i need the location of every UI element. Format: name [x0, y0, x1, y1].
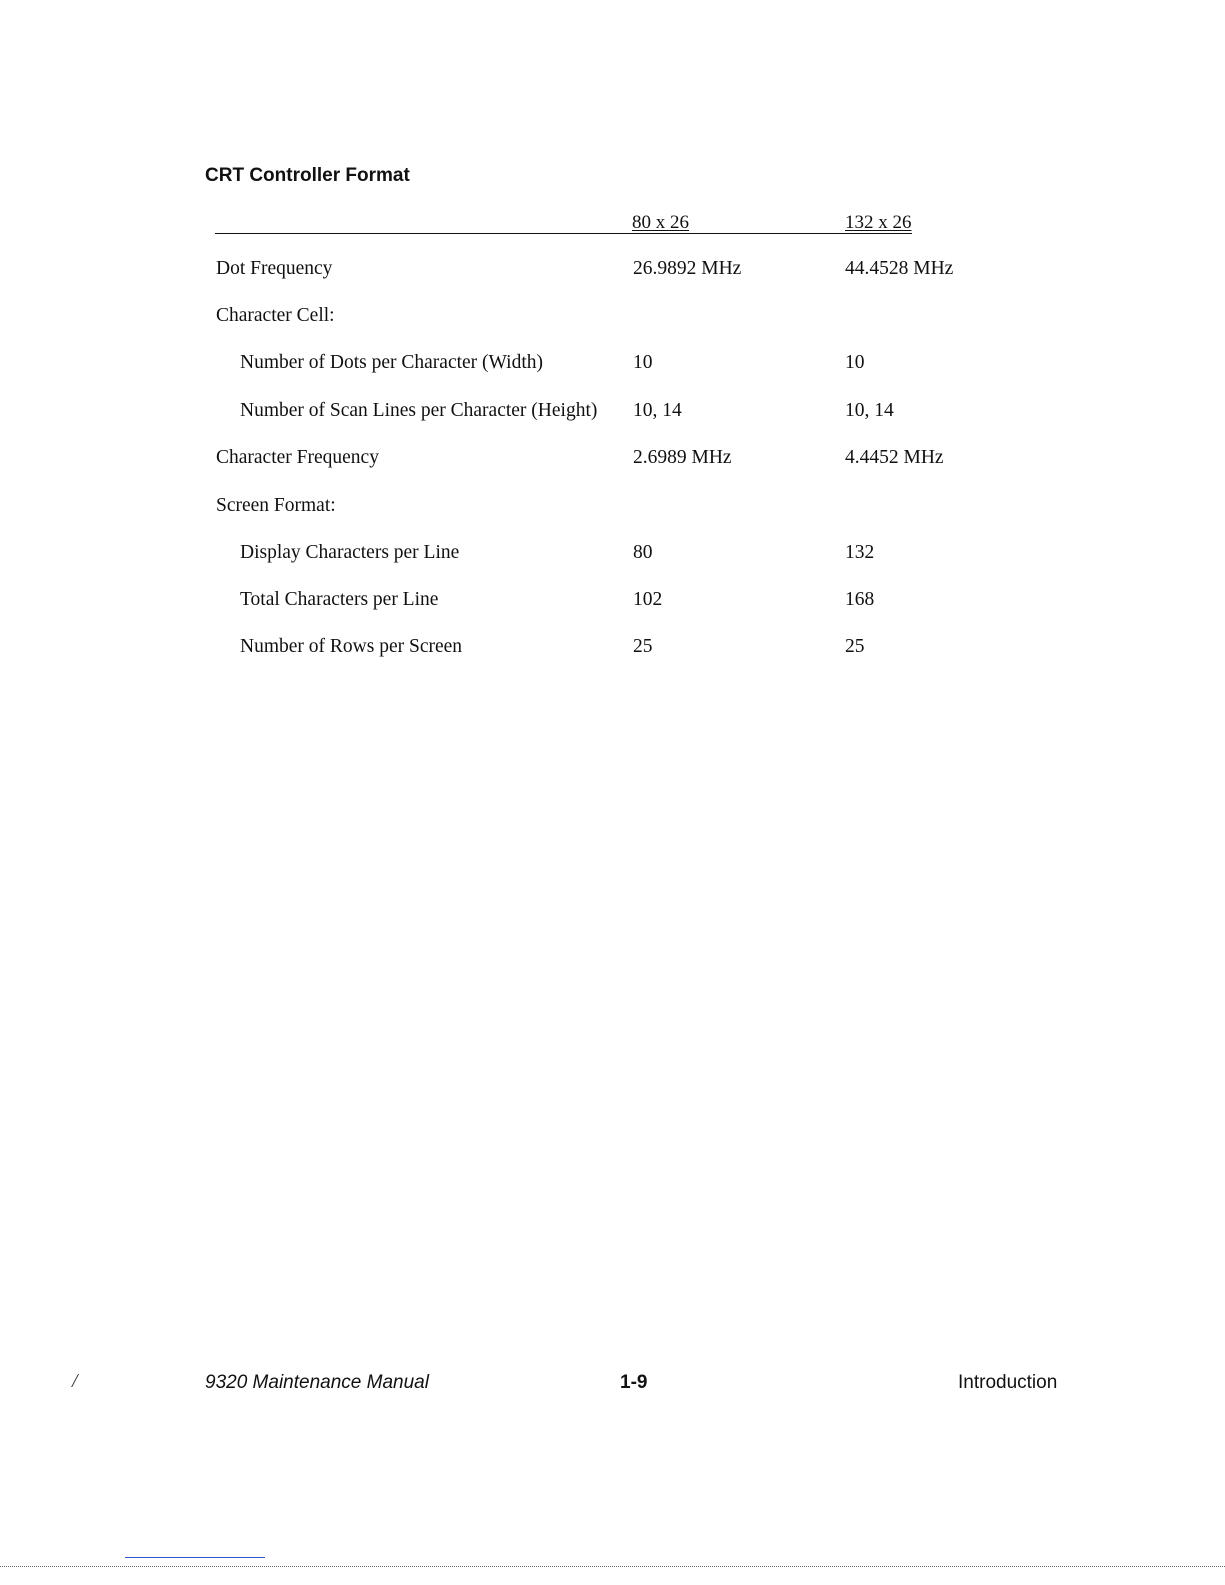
row-value-132x26: 44.4528 MHz	[845, 258, 954, 279]
table-row-screen-format	[0, 495, 1225, 525]
scan-edge-mark	[125, 1557, 265, 1558]
table-header-rule	[215, 233, 912, 234]
footer-manual-title: 9320 Maintenance Manual	[205, 1372, 429, 1393]
row-value-80x26: 10	[633, 352, 653, 373]
row-label: Dot Frequency	[216, 258, 333, 279]
row-value-132x26: 4.4452 MHz	[845, 447, 944, 468]
row-label: Number of Scan Lines per Character (Height)	[240, 400, 598, 421]
row-label: Number of Dots per Character (Width)	[240, 352, 543, 373]
row-label: Display Characters per Line	[240, 542, 460, 563]
column-header-132x26: 132 x 26	[845, 212, 912, 233]
row-value-80x26: 80	[633, 542, 653, 563]
row-value-80x26: 26.9892 MHz	[633, 258, 742, 279]
table-row-dots-per-character	[0, 352, 1225, 382]
table-row-scan-lines-per-character	[0, 400, 1225, 430]
margin-mark: /	[72, 1370, 78, 1392]
row-value-132x26: 25	[845, 636, 865, 657]
row-label: Number of Rows per Screen	[240, 636, 463, 657]
section-title: CRT Controller Format	[205, 165, 410, 186]
column-header-80x26: 80 x 26	[632, 212, 689, 233]
table-row-total-characters	[0, 589, 1225, 619]
row-value-132x26: 132	[845, 542, 875, 563]
row-label: Screen Format:	[216, 495, 336, 516]
row-label: Character Frequency	[216, 447, 379, 468]
row-value-80x26: 10, 14	[633, 400, 682, 421]
table-row-display-characters	[0, 542, 1225, 572]
row-value-80x26: 2.6989 MHz	[633, 447, 732, 468]
row-value-80x26: 25	[633, 636, 653, 657]
footer-page-number: 1-9	[620, 1372, 648, 1393]
table-row-character-frequency	[0, 447, 1225, 477]
row-value-80x26: 102	[633, 589, 663, 610]
row-value-132x26: 10, 14	[845, 400, 894, 421]
row-label: Character Cell:	[216, 305, 335, 326]
row-value-132x26: 10	[845, 352, 865, 373]
table-row-rows-per-screen	[0, 636, 1225, 666]
row-value-132x26: 168	[845, 589, 875, 610]
scan-edge-rule	[0, 1566, 1225, 1567]
table-row-dot-frequency	[0, 258, 1225, 288]
row-label: Total Characters per Line	[240, 589, 439, 610]
footer-chapter: Introduction	[958, 1372, 1058, 1393]
table-row-character-cell	[0, 305, 1225, 335]
